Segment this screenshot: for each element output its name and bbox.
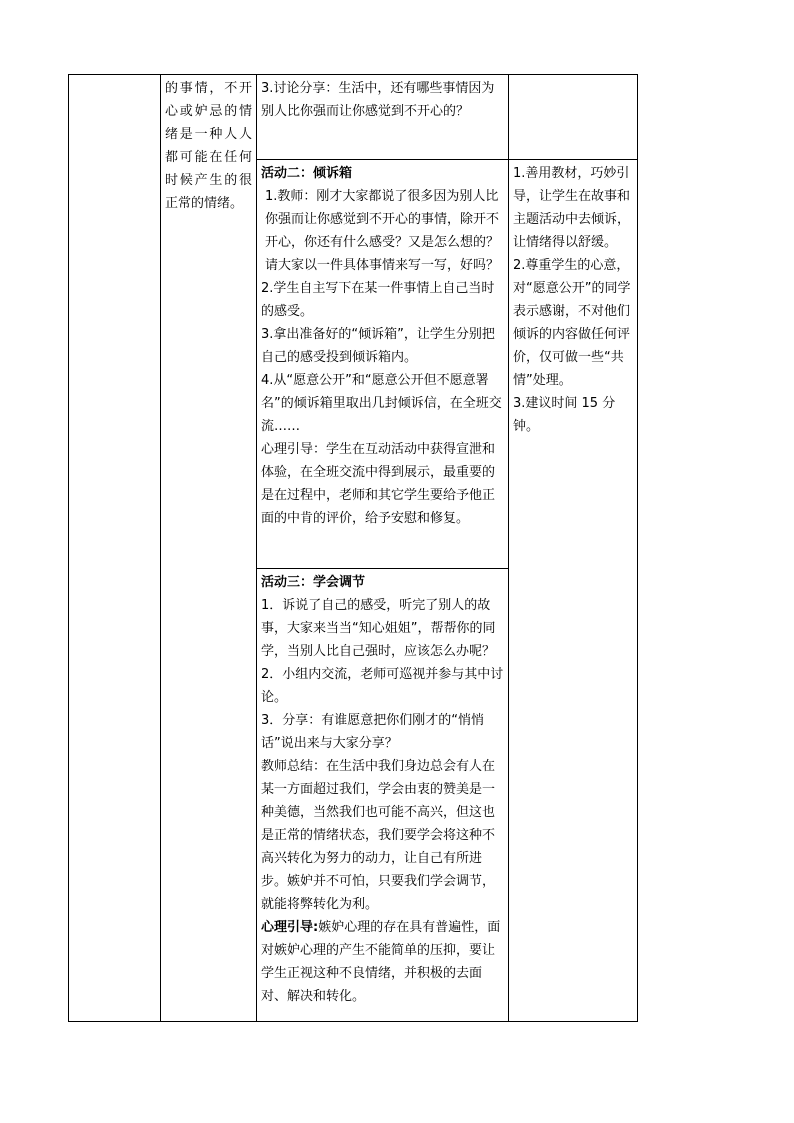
table-row: [69, 75, 638, 160]
activity-three-step-3: 3．分享：有谁愿意把你们刚才的“悄悄话”说出来与大家分享？: [261, 713, 485, 751]
activity-three-heading: 活动三：学会调节: [261, 575, 366, 590]
note-2: 2.尊重学生的心意，对“愿意公开”的同学表示感谢，不对他们倾诉的内容做任何评价，仅可做一些“共情”处理。: [513, 258, 631, 388]
discussion-cell: [257, 75, 509, 160]
guidance-label: 心理引导:: [261, 920, 319, 935]
activity-three-guidance: [261, 916, 504, 1008]
activity-three-step-2: 2．小组内交流，老师可巡视并参与其中讨论。: [261, 667, 504, 705]
activity-two-step-1: 1.教师：刚才大家都说了很多因为别人比你强而让你感觉到不开心的事情，除开不开心，你还有什么感受？又是怎么想的？请大家以一件具体事情来写一写，好吗？: [265, 189, 500, 273]
activity-two-step-4: 4.从“愿意公开”和“愿意公开但不愿意署名”的倾诉箱里取出几封倾诉信，在全班交流……: [261, 373, 502, 434]
design-intent-cell: [161, 75, 257, 1022]
note-3: 3.建议时间 15 分钟。: [513, 396, 616, 434]
activity-two-heading: 活动二：倾诉箱: [261, 166, 353, 181]
activity-three-step-1: 1．诉说了自己的感受，听完了别人的故事，大家来当当“知心姐姐”，帮帮你的同学，当别人比自己强时，应该怎么办呢？: [261, 598, 496, 659]
activity-two-step-3: 3.拿出准备好的“倾诉箱”，让学生分别把自己的感受投到倾诉箱内。: [261, 327, 495, 365]
empty-note-cell: [509, 75, 638, 160]
activity-two-guidance: 心理引导：学生在互动活动中获得宣泄和体验，在全班交流中得到展示，最重要的是在过程中，老师和其它学生要给予他正面的中肯的评价，给予安慰和修复。: [261, 442, 496, 526]
teacher-summary: 教师总结：在生活中我们身边总会有人在某一方面超过我们，学会由衷的赞美是一种美德，当然我们也可能不高兴，但这也是正常的情绪状态，我们要学会将这种不高兴转化为努力的动力，让自己有所进步。嫉妒并不可怕，只要我们学会调节，就能将弊转化为利。: [261, 759, 496, 912]
activity-two-cell: [257, 160, 509, 569]
design-intent-text: 的事情，不开心或妒忌的情绪是一种人人都可能在任何时候产生的很正常的情绪。: [165, 81, 252, 211]
note-1: 1.善用教材，巧妙引导，让学生在故事和主题活动中去倾诉，让情绪得以舒缓。: [513, 166, 631, 250]
discussion-text: 3.讨论分享：生活中，还有哪些事情因为别人比你强而让你感觉到不开心的？: [261, 81, 495, 119]
empty-cell: [69, 75, 161, 1022]
teaching-notes-cell: [509, 160, 638, 1022]
activity-three-cell: [257, 569, 509, 1022]
guidance-text: 嫉妒心理的存在具有普遍性，面对嫉妒心理的产生不能简单的压抑，要让学生正视这种不良情绪，并积极的去面对、解决和转化。: [261, 920, 501, 1004]
lesson-plan-table: [68, 74, 638, 1022]
activity-two-step-2: 2.学生自主写下在某一件事情上自己当时的感受。: [261, 281, 495, 319]
